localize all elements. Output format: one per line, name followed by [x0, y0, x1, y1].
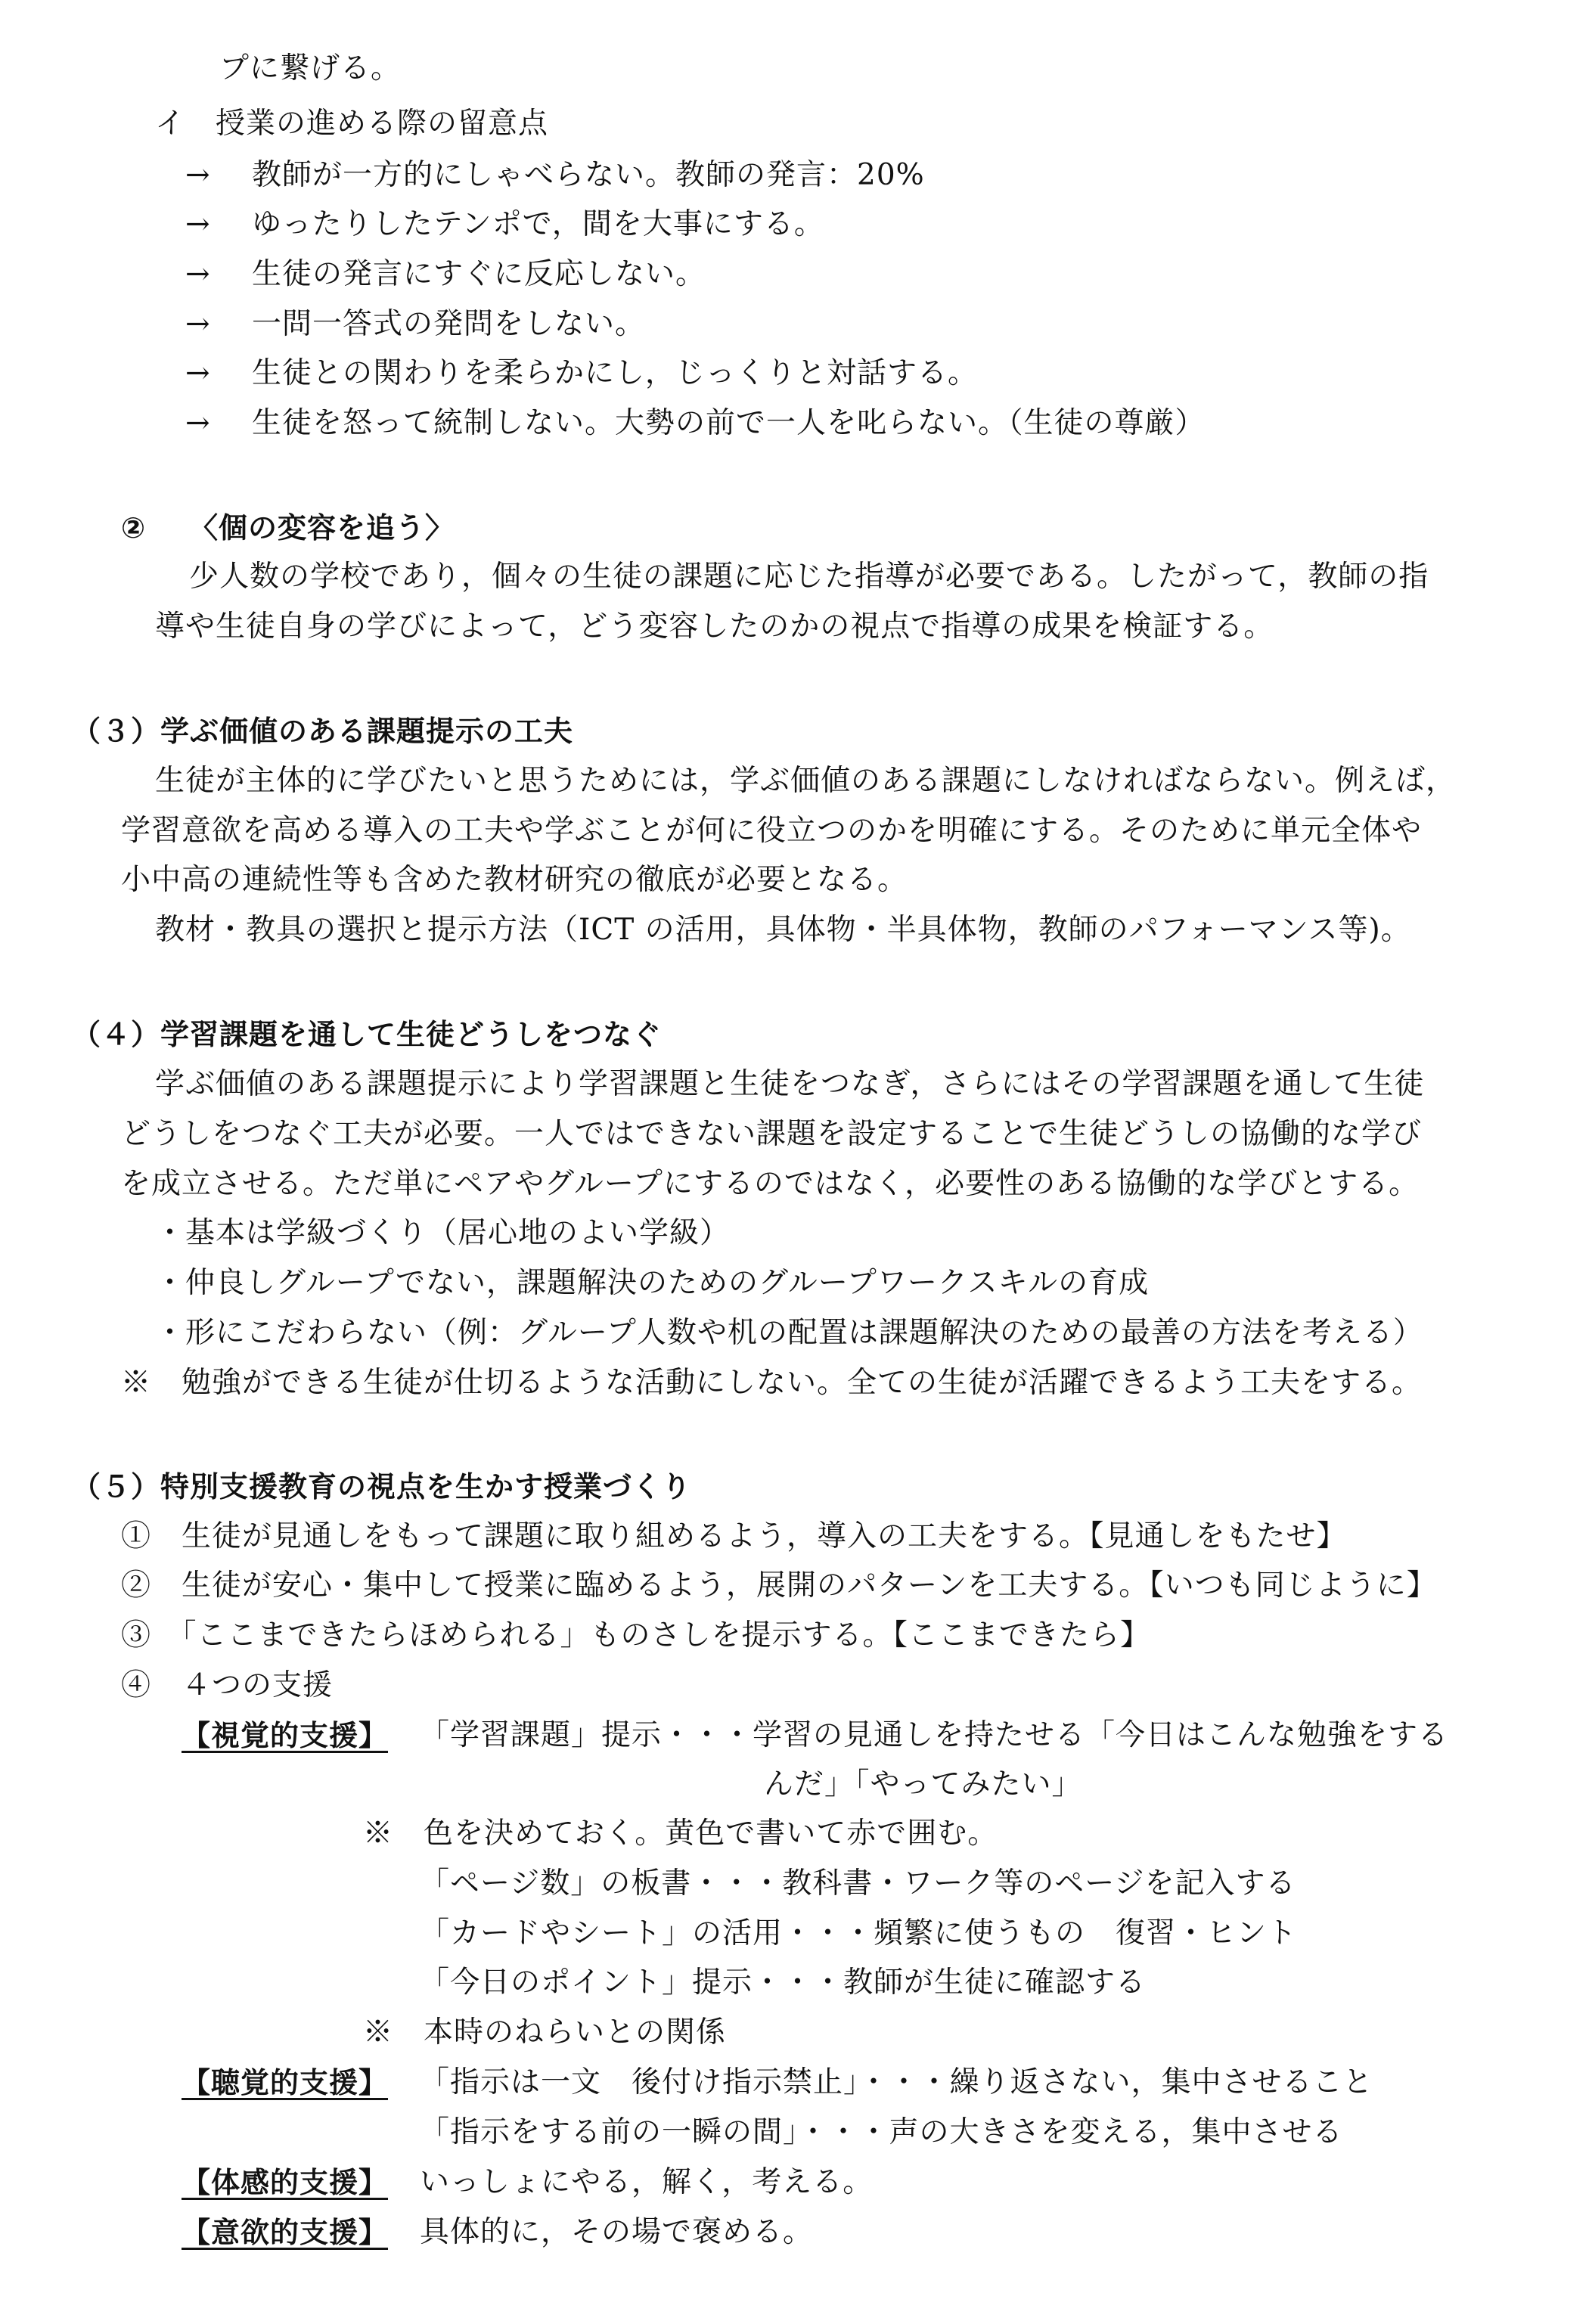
paragraph-line: を成立させる。ただ単にペアやグループにするのではなく，必要性のある協働的な学びとする。	[121, 1167, 1420, 1201]
bullet-item: ・仲良しグループでない，課題解決のためのグループワークスキルの育成	[155, 1266, 1150, 1300]
list-item	[185, 206, 824, 244]
visual-support-line: 「学習課題」提示・・・学習の見通しを持たせる「今日はこんな勉強をする	[420, 1718, 1449, 1752]
note-line: ※ 勉強ができる生徒が仕切るような活動にしない。全ての生徒が活躍できるよう工夫をする。	[121, 1366, 1423, 1400]
numbered-item: ② 生徒が安心・集中して授業に臨めるよう，展開のパターンを工夫する。【いつも同じように】	[121, 1568, 1437, 1603]
auditory-support-line: 「指示は一文 後付け指示禁止」・・・繰り返さない，集中させること	[420, 2065, 1373, 2099]
paragraph-line: 導や生徒自身の学びによって，どう変容したのかの視点で指導の成果を検証する。	[155, 610, 1274, 644]
visual-support-subitem: 「今日のポイント」提示・・・教師が生徒に確認する	[420, 1966, 1147, 2000]
list-item-text: 生徒との関わりを柔らかにし，じっくりと対話する。	[252, 356, 979, 390]
visual-support-label: 【視覚的支援】	[182, 1719, 389, 1752]
arrow-icon: →	[185, 406, 211, 440]
circle2-heading	[121, 509, 455, 547]
paragraph-line: どうしをつなぐ工夫が必要。一人ではできない課題を設定することで生徒どうしの協働的な学び	[121, 1117, 1423, 1151]
numbered-item: ③ 「ここまできたらほめられる」ものさしを提示する。【ここまできたら】	[121, 1618, 1151, 1652]
list-item-text: 生徒を怒って統制しない。大勢の前で一人を叱らない。（生徒の尊厳）	[252, 406, 1206, 440]
numbered-item: ① 生徒が見通しをもって課題に取り組めるよう，導入の工夫をする。【見通しをもたせ】	[121, 1519, 1347, 1553]
subheading-i: イ 授業の進める際の留意点	[155, 107, 549, 141]
arrow-icon: →	[185, 257, 211, 291]
bullet-item: ・形にこだわらない（例：グループ人数や机の配置は課題解決のための最善の方法を考える）	[155, 1316, 1423, 1350]
list-item	[185, 256, 706, 293]
list-item-text: ゆったりしたテンポで，間を大事にする。	[252, 207, 824, 241]
continuation-line: プに繋げる。	[219, 51, 402, 85]
visual-support-subitem: 「ページ数」の板書・・・教科書・ワーク等のページを記入する	[420, 1866, 1296, 1900]
list-item	[185, 355, 979, 393]
bullet-item: ・基本は学級づくり（居心地のよい学級）	[155, 1216, 731, 1250]
list-item-text: 一問一答式の発問をしない。	[252, 307, 646, 341]
auditory-support-label: 【聴覚的支援】	[182, 2066, 389, 2099]
paragraph-line: 学習意欲を高める導入の工夫や学ぶことが何に役立つのかを明確にする。そのために単元全体や	[121, 814, 1423, 848]
paragraph-line: 少人数の学校であり，個々の生徒の課題に応じた指導が必要である。したがって，教師の指	[189, 560, 1429, 594]
list-item-text: 教師が一方的にしゃべらない。教師の発言：20%	[252, 158, 925, 192]
auditory-support-line: 「指示をする前の一瞬の間」・・・声の大きさを変える，集中させる	[420, 2115, 1343, 2149]
list-item	[185, 157, 925, 194]
motivational-support-label: 【意欲的支援】	[182, 2216, 389, 2249]
note-line: ※ 色を決めておく。黄色で書いて赤で囲む。	[363, 1817, 998, 1851]
list-item	[185, 405, 1206, 442]
arrow-icon: →	[185, 158, 211, 192]
motivational-support-text: 具体的に，その場で褒める。	[420, 2215, 814, 2249]
paragraph-line: 小中高の連続性等も含めた教材研究の徹底が必要となる。	[121, 863, 908, 897]
section-4-heading: （４）学習課題を通して生徒どうしをつなぐ	[72, 1018, 663, 1051]
bodily-support-label: 【体感的支援】	[182, 2166, 389, 2199]
section-5-heading: （５）特別支援教育の視点を生かす授業づくり	[72, 1470, 692, 1503]
circle2-title: 〈個の変容を追う〉	[189, 511, 455, 545]
circle-number: ②	[121, 511, 147, 545]
paragraph-line: 生徒が主体的に学びたいと思うためには，学ぶ価値のある課題にしなければならない。例えば，	[155, 764, 1457, 798]
paragraph-line: 教材・教具の選択と提示方法（ICT の活用，具体物・半具体物，教師のパフォーマンス等)。	[155, 913, 1411, 947]
visual-support-subitem: 「カードやシート」の活用・・・頻繁に使うもの 復習・ヒント	[420, 1916, 1298, 1950]
numbered-item: ④ ４つの支援	[121, 1668, 334, 1702]
list-item	[185, 306, 646, 343]
visual-support-line: んだ」「やってみたい」	[764, 1767, 1082, 1801]
section-3-heading: （３）学ぶ価値のある課題提示の工夫	[72, 715, 574, 748]
bodily-support-text: いっしょにやる，解く，考える。	[420, 2165, 874, 2199]
paragraph-line: 学ぶ価値のある課題提示により学習課題と生徒をつなぎ，さらにはその学習課題を通して生徒	[155, 1067, 1425, 1101]
arrow-icon: →	[185, 207, 211, 241]
arrow-icon: →	[185, 356, 211, 390]
note-line: ※ 本時のねらいとの関係	[363, 2015, 727, 2049]
list-item-text: 生徒の発言にすぐに反応しない。	[252, 257, 706, 291]
arrow-icon: →	[185, 307, 211, 341]
